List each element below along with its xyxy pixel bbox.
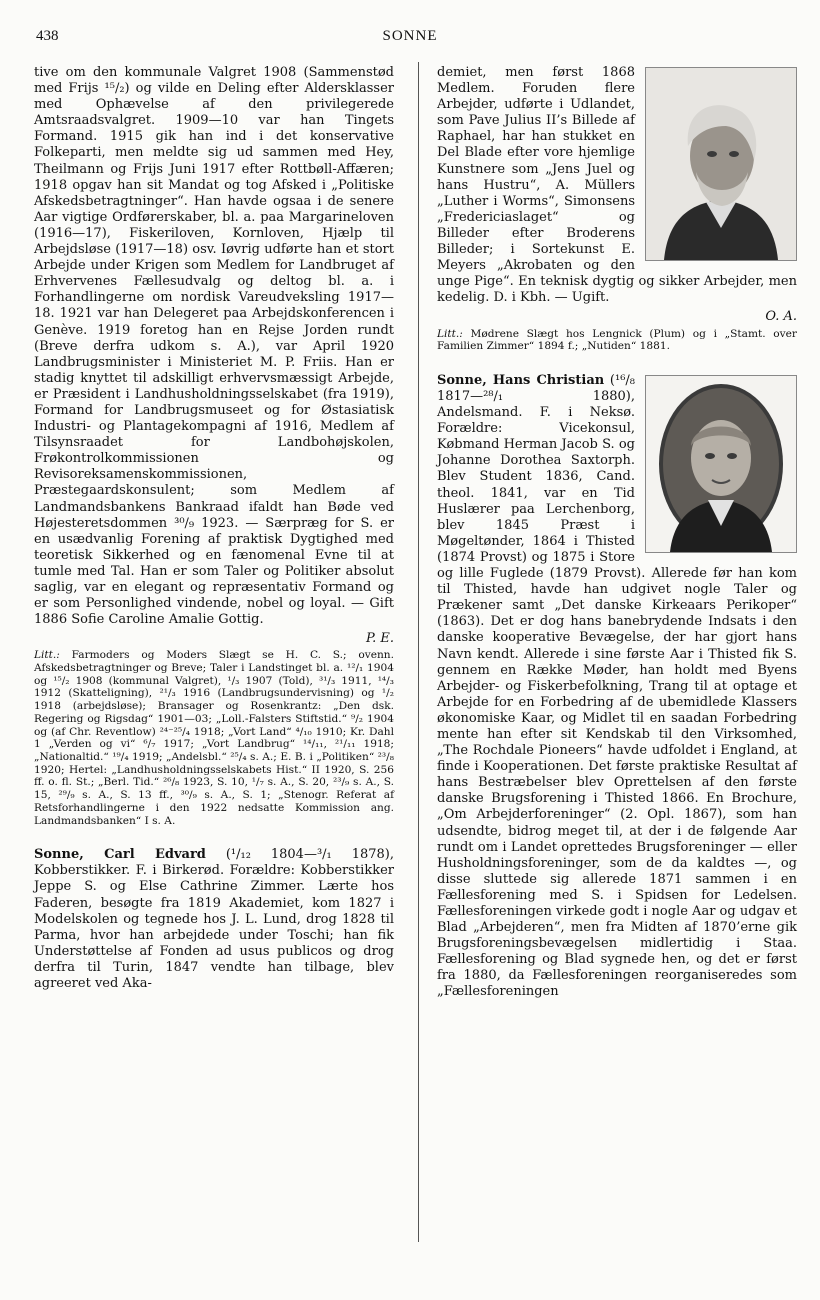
author-signature: O. A. xyxy=(765,309,797,325)
column-divider xyxy=(418,62,419,1242)
entry-carl-edvard-sonne xyxy=(34,847,394,992)
entry-text: (¹⁶/₈ 1817—²⁸/₁ 1880), Andelsmand. F. i Neksø. Forældre: Vicekonsul, Købmand Herman Jacob S. og Johanne Dorothea Saxtorph. Blev Student 1836, Cand. theol. 1841, var en Tid Huslærer paa Lerchenborg, blev 1845 Præst i Møgeltønder, 1864 i Thisted (1874 Provst) og 1875 i Store og lille Fuglede (1879 Provst). Allerede før han kom til Thisted, havde han udgivet nogle Taler og Prækener samt „Det danske Kirkeaars Perikoper“ (1863). Det er dog hans banebrydende Indsats i den danske kooperative Bevægelse, der har gjort hans Navn kendt. Allerede i sine første Aar i Thisted fik S. gennem en Række Møder, han holdt med Byens Arbejder- og Fiskerbefolkning, Trang til at optage et Arbejde for en Forbedring af de ubemidlede Klassers økonomiske Kaar, og Midlet til en saadan Forbedring mente han efter sit Kendskab til den Virksomhed, „The Rochdale Pioneers“ havde udfoldet i England, at finde i Kooperationen. Det første praktiske Resultat af hans Bestræbelser blev Oprettelsen af den første danske Brugsforening i Thisted 1866. En Brochure, „Om Arbejderforeninger“ (2. Opl. 1867), som han udsendte, bidrog meget til, at der i de følgende Aar rundt om i Landet oprettedes Brugsforeninger — eller Husholdningsforeninger, som de da kaldtes —, og disse sluttede sig allerede 1871 sammen i en Fællesforening med S. i Spidsen for Ledelsen. Fællesforeningen virkede godt i nogle Aar og udgav et Blad „Arbejderen“, men fra Midten af 1870’erne gik Brugsforeningsbevægelsen midlertidig i Staa. Fællesforening og Blad sygnede hen, og det er først fra 1880, da Fællesforeningen reorganiseredes som „Fællesforeningen xyxy=(437,372,797,1000)
entry-hans-christian-sonne xyxy=(437,373,797,1001)
author-signature: P. E. xyxy=(366,631,394,647)
entry-headword: Sonne, Hans Christian xyxy=(437,372,605,388)
portrait-hans-christian-sonne xyxy=(645,375,797,553)
literature-note xyxy=(437,328,797,353)
literature-label: Litt.: xyxy=(437,327,463,340)
entry-headword: Sonne, Carl Edvard xyxy=(34,847,206,863)
page-header xyxy=(36,28,784,50)
entry-continuation-text: demiet, men først 1868 Medlem. Foruden flere Arbejder, udførte i Udlandet, som Pave Julius II’s Billede af Raphael, har han stukket en Del Blade efter vore hjemlige Kunstnere som „Jens Juel og hans Hustru“, A. Müllers „Luther i Worms“, Simonsens „Fredericiaslaget“ og Billeder efter Broderens Billeder; i Sortekunst E. Meyers „Akrobaten og den unge Pige“. En teknisk dygtig og sikker Arbejder, men kedelig. D. i Kbh. — Ugift. xyxy=(437,65,797,306)
entry-continuation-text: tive om den kommunale Valgret 1908 (Sammenstød med Frijs ¹⁵/₂) og vilde en Deling efter Aldersklasser med Ophævelse af den privilegerede Amtsraadsvalgret. 1909—10 var han Tingets Formand. 1915 gik han ind i det konservative Folkeparti, men meldte sig ud sammen med Hey, Theilmann og Frijs Juni 1917 efter Rottbøll-Affæren; 1918 opgav han sit Mandat og tog Afsked i „Politiske Afskedsbetragtninger“. Han havde ogsaa i de senere Aar vigtige Ordførerskaber, bl. a. paa Margarineloven (1916—17), Fiskeriloven, Kornloven, Hjælp til Arbejdsløse (1917—18) osv. Iøvrig udførte han et stort Arbejde under Krigen som Medlem for Landbruget af Erhvervenes Fællesudvalg og deltog bl. a. i Forhandlingerne om nordisk Vareudveksling 1917—18. 1921 var han Delegeret paa Arbejdskonferencen i Genève. 1919 foretog han en Rejse Jorden rundt (Breve derfra udkom s. A.), var April 1920 Landbrugsminister i Ministeriet M. P. Friis. Han er stadig knyttet til adskilligt erhvervsmæssigt Arbejde, er Præsident i Landhusholdningsselskabet (fra 1919), Formand for Landbrugsmuseet og for Østasiatisk Industri- og Plantagekompagni af 1916, Medlem af Tilsynsraadet for Landbohøjskolen, Frøkontrolkommissionen og Revisoreksamenskommissionen, Præstegaardskonsulent; som Medlem af Landmandsbankens Bankraad ifaldt han Bøde ved Højesteretsdommen ³⁰/₉ 1923. — Særpræg for S. er en usædvanlig Forening af praktisk Dygtighed med teoretisk Sikkerhed og en fænomenal Evne til at tumle med Tal. Han er som Taler og Politiker absolut saglig, var en elegant og repræsentativ Formand og er som Personlighed vindende, nobel og loyal. — Gift 1886 Sofie Caroline Amalie Gottig. xyxy=(34,65,394,628)
right-column xyxy=(437,65,797,1001)
left-column xyxy=(34,65,394,992)
literature-text: Farmoders og Moders Slægt se H. C. S.; ovenn. Afskedsbetragtninger og Breve; Taler i Landstinget bl. a. ¹²/₁ 1904 og ¹⁵/₂ 1908 (kommunal Valgret), ¹/₃ 1907 (Told), ³¹/₃ 1911, ¹⁴/₃ 1912 (Skatteligning), ²¹/₃ 1916 (Landbrugsundervisning) og ¹/₂ 1918 (arbejdsløse); Bransager og Rosenkrantz: „Den dsk. Regering og Rigsdag“ 1901—03; „Loll.-Falsters Stiftstid.“ ⁹/₂ 1904 og (af Chr. Reventlow) ²⁴⁻²⁵/₄ 1918; „Vort Land“ ⁴/₁₀ 1910; Kr. Dahl 1 „Verden og vi“ ⁶/₇ 1917; „Vort Landbrug“ ¹⁴/₁₁, ²¹/₁₁ 1918; „Nationaltid.“ ¹⁹/₄ 1919; „Andelsbl.“ ²⁵/₄ s. A.; E. B. i „Politiken“ ²³/₈ 1920; Hertel: „Landhusholdningsselskabets Hist.“ II 1920, S. 256 ff. o. fl. St.; „Berl. Tid.“ ²⁶/₈ 1923, S. 10, ¹/₇ s. A., S. 20, ²³/₉ s. A., S. 15, ²⁹/₉ s. A., S. 13 ff., ³⁰/₉ s. A., S. 1; „Stenogr. Referat af Retsforhandlingerne i den 1922 nedsatte Kommission ang. Landmandsbanken“ I s. A. xyxy=(34,649,394,827)
literature-note xyxy=(34,649,394,827)
portrait-carl-edvard-sonne xyxy=(645,67,797,261)
running-head: SONNE xyxy=(382,28,438,44)
literature-label: Litt.: xyxy=(34,649,60,662)
entry-text: (¹/₁₂ 1804—³/₁ 1878), Kobberstikker. F. i Birkerød. Forældre: Kobberstikker Jeppe S. og Else Cathrine Zimmer. Lærte hos Faderen, besøgte fra 1819 Akademiet, kom 1827 i Modelskolen og tegnede hos J. L. Lund, drog 1828 til Parma, hvor han arbejdede under Toschi; han fik Understøttelse af Fonden ad usus publicos og drog derfra til Turin, 1847 vendte han tilbage, blev agreeret ved Aka- xyxy=(34,847,394,991)
literature-text: Mødrene Slægt hos Lengnick (Plum) og i „Stamt. over Familien Zimmer“ 1894 f.; „Nutiden“ 1881. xyxy=(437,327,797,353)
page-number: 438 xyxy=(36,28,59,44)
